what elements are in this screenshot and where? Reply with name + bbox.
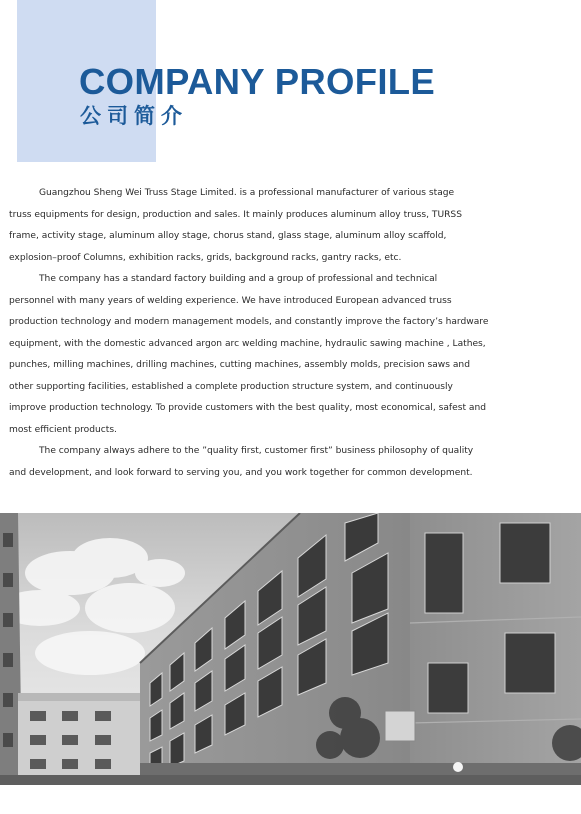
page-title: COMPANY PROFILE: [79, 61, 436, 102]
paragraph-line: other supporting facilities, established a complete production structure system, and continuously: [9, 381, 453, 392]
company-description: [9, 183, 574, 484]
factory-building-photo: [0, 513, 581, 785]
paragraph-line: frame, activity stage, aluminum alloy stage, chorus stand, glass stage, aluminum alloy scaffold,: [9, 231, 447, 241]
paragraph-line: and development, and look forward to serving you, and you work together for common development.: [9, 467, 473, 478]
paragraph-line: The company always adhere to the ”quality first, customer first” business philosophy of quality: [39, 446, 474, 456]
paragraph-line: The company has a standard factory building and a group of professional and technical: [39, 274, 438, 284]
paragraph-line: punches, milling machines, drilling machines, cutting machines, assembly molds, precision saws and: [9, 360, 470, 370]
paragraph-line: personnel with many years of welding experience. We have introduced European advanced truss: [9, 295, 452, 306]
paragraph-line: improve production technology. To provide customers with the best quality, most economical, safest and: [9, 403, 487, 413]
paragraph-line: equipment, with the domestic advanced argon arc welding machine, hydraulic sawing machine , Lathes,: [9, 338, 486, 349]
paragraph-line: production technology and modern management models, and constantly improve the factory’s hardware: [9, 317, 489, 327]
paragraph-line: most efficient products.: [9, 424, 117, 435]
paragraph-line: Guangzhou Sheng Wei Truss Stage Limited. is a professional manufacturer of various stage: [39, 188, 455, 198]
paragraph-line: explosion–proof Columns, exhibition racks, grids, background racks, gantry racks, etc.: [9, 252, 402, 263]
page-title-chinese: 公司简介: [80, 104, 188, 128]
paragraph-line: truss equipments for design, production and sales. It mainly produces aluminum alloy truss, TURSS: [9, 209, 462, 220]
